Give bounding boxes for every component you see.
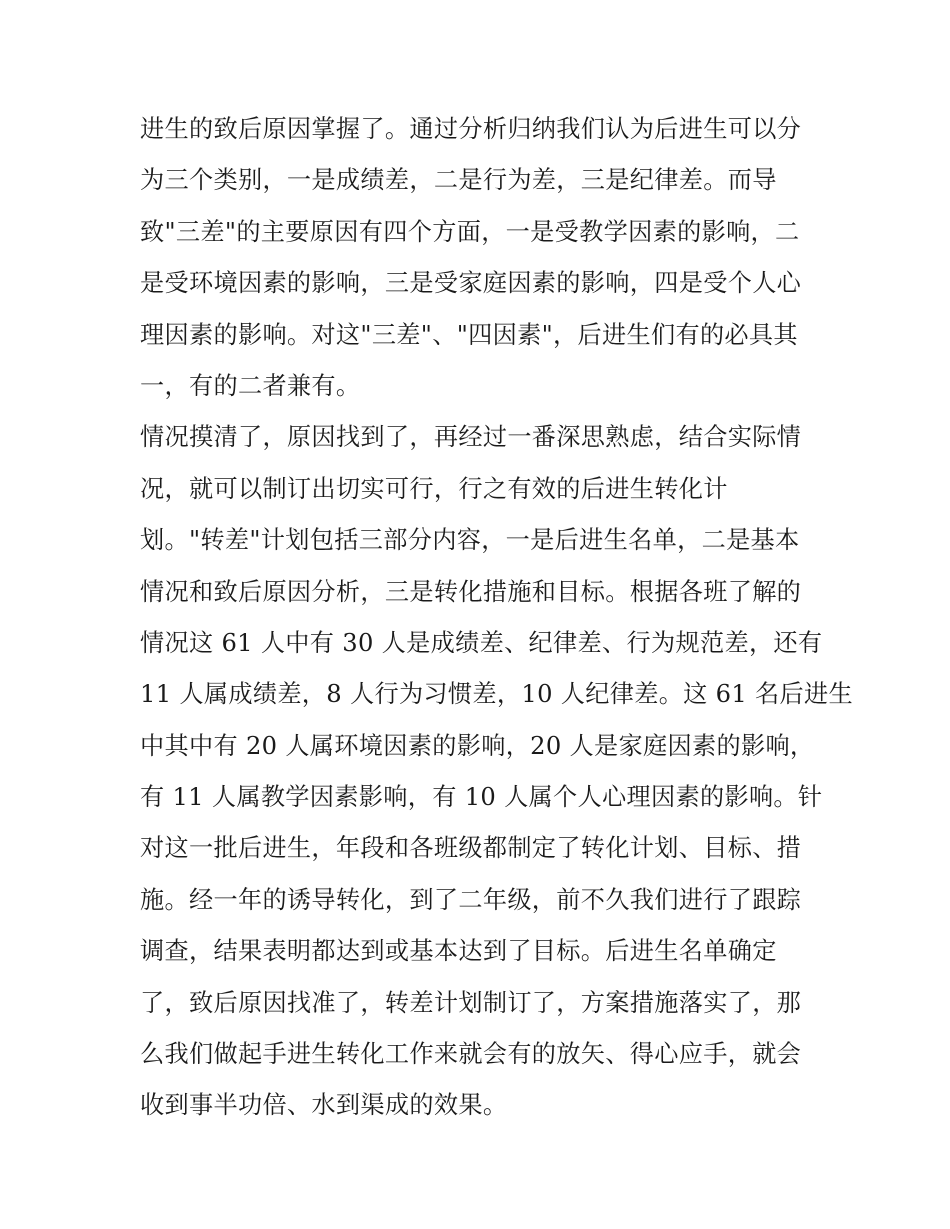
document-body — [140, 104, 853, 1132]
text-line: 对这一批后进生，年段和各班级都制定了转化计划、目标、措 — [140, 834, 802, 863]
text-line: 了，致后原因找准了，转差计划制订了，方案措施落实了，那 — [140, 988, 802, 1017]
text-line: 况，就可以制订出切实可行，行之有效的后进生转化计 — [140, 474, 728, 503]
text-line: 中其中有 20 人属环境因素的影响，20 人是家庭因素的影响， — [140, 731, 815, 760]
text-line: 情况和致后原因分析，三是转化措施和目标。根据各班了解的 — [140, 577, 802, 606]
text-line: 收到事半功倍、水到渠成的效果。 — [140, 1091, 508, 1120]
text-line: 为三个类别，一是成绩差，二是行为差，三是纪律差。而导 — [140, 166, 777, 195]
text-line: 调查，结果表明都达到或基本达到了目标。后进生名单确定 — [140, 937, 777, 966]
text-line: 划。"转差"计划包括三部分内容，一是后进生名单，二是基本 — [140, 526, 800, 555]
text-line: 11 人属成绩差，8 人行为习惯差，10 人纪律差。这 61 名后进生 — [140, 680, 853, 709]
text-line: 一，有的二者兼有。 — [140, 371, 361, 400]
text-line: 有 11 人属教学因素影响，有 10 人属个人心理因素的影响。针 — [140, 783, 823, 812]
text-line: 施。经一年的诱导转化，到了二年级，前不久我们进行了跟踪 — [140, 885, 802, 914]
text-line: 进生的致后原因掌握了。通过分析归纳我们认为后进生可以分 — [140, 115, 802, 143]
text-line: 是受环境因素的影响，三是受家庭因素的影响，四是受个人心 — [140, 269, 802, 298]
text-line: 情况摸清了，原因找到了，再经过一番深思熟虑，结合实际情 — [140, 423, 802, 452]
text-line: 理因素的影响。对这"三差"、"四因素"，后进生们有的必具其 — [140, 320, 798, 349]
text-line: 情况这 61 人中有 30 人是成绩差、纪律差、行为规范差，还有 — [140, 628, 823, 657]
text-line: 致"三差"的主要原因有四个方面，一是受教学因素的影响，二 — [140, 217, 800, 246]
text-line: 么我们做起手进生转化工作来就会有的放矢、得心应手，就会 — [140, 1040, 802, 1069]
